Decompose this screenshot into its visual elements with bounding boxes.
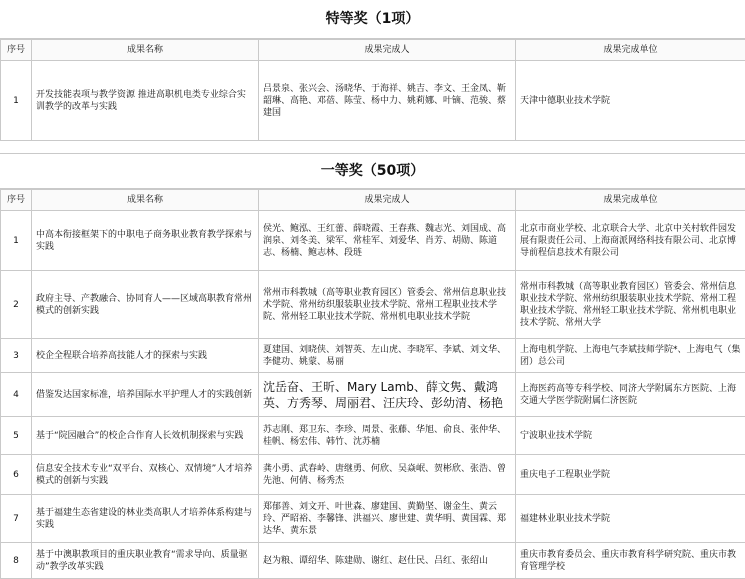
table-header-row: [1, 40, 745, 61]
row-number: 1: [1, 211, 32, 271]
row-number: 6: [1, 455, 32, 495]
table-row: [1, 455, 745, 495]
header-completing-unit: 成果完成单位: [516, 190, 745, 211]
row-number: 4: [1, 373, 32, 417]
first-prize-table: [0, 189, 745, 579]
first-prize-title: 一等奖（50项）: [0, 153, 745, 189]
achievement-name: 基于“院园融合”的校企合作育人长效机制探索与实践: [32, 417, 259, 455]
table-row: [1, 495, 745, 543]
completing-unit: 福建林业职业技术学院: [516, 495, 745, 543]
achievement-name: 基于福建生态省建设的林业类高职人才培养体系构建与实践: [32, 495, 259, 543]
table-row: [1, 373, 745, 417]
completing-unit: 重庆电子工程职业学院: [516, 455, 745, 495]
table-row: [1, 271, 745, 339]
completers: 沈岳奋、王昕、Mary Lamb、薛文隽、戴鸿英、方秀琴、周丽君、汪庆玲、彭幼清、杨艳: [259, 373, 516, 417]
row-number: 5: [1, 417, 32, 455]
header-completers: 成果完成人: [259, 40, 516, 61]
row-number: 3: [1, 339, 32, 373]
completing-unit: 重庆市教育委员会、重庆市教育科学研究院、重庆市教育管理学校: [516, 543, 745, 579]
completers: 吕景泉、张兴会、汤晓华、于海祥、姚吉、李文、王金凤、靳韶琳、高艳、邓蓓、陈莹、杨中力、姚莉娜、叶镝、范骏、蔡建国: [259, 61, 516, 141]
completers: 龚小勇、武春岭、唐继勇、何欣、吴焱岷、贺彬欣、张浩、曾先池、何倩、杨秀杰: [259, 455, 516, 495]
row-number: 7: [1, 495, 32, 543]
achievement-name: 中高本衔接框架下的中职电子商务职业教育教学探索与实践: [32, 211, 259, 271]
completers: 侯光、鲍泓、王红蕾、薛晓霞、王春燕、魏志光、刘国成、高润泉、刘冬美、梁军、常桂军、刘爱华、肖芳、胡勋、陈道志、杨楠、鲍志林、段琏: [259, 211, 516, 271]
table-row: [1, 339, 745, 373]
table-row: [1, 543, 745, 579]
achievement-name: 校企全程联合培养高技能人才的探索与实践: [32, 339, 259, 373]
completing-unit: 天津中德职业技术学院: [516, 61, 745, 141]
special-award-title: 特等奖（1项）: [0, 0, 745, 39]
table-row: [1, 61, 745, 141]
completing-unit: 上海医药高等专科学校、同济大学附属东方医院、上海交通大学医学院附属仁济医院: [516, 373, 745, 417]
section-gap: [0, 141, 745, 153]
header-completers: 成果完成人: [259, 190, 516, 211]
header-completing-unit: 成果完成单位: [516, 40, 745, 61]
completing-unit: 常州市科教城（高等职业教育园区）管委会、常州信息职业技术学院、常州纺织服装职业技术学院、常州工程职业技术学院、常州轻工职业技术学院、常州机电职业技术学院、常州大学: [516, 271, 745, 339]
completing-unit: 宁波职业技术学院: [516, 417, 745, 455]
achievement-name: 信息安全技术专业“双平台、双核心、双情境”人才培养模式的创新与实践: [32, 455, 259, 495]
completing-unit: 北京市商业学校、北京联合大学、北京中关村软件园发展有限责任公司、上海商派网络科技有限公司、北京博导前程信息技术有限公司: [516, 211, 745, 271]
row-number: 1: [1, 61, 32, 141]
row-number: 8: [1, 543, 32, 579]
special-award-table: [0, 39, 745, 141]
achievement-name: 开发技能表项与教学资源 推进高职机电类专业综合实训教学的改革与实践: [32, 61, 259, 141]
header-number: 序号: [1, 190, 32, 211]
completers: 苏志刚、郑卫东、李珍、周景、张藤、华旭、俞良、张仲华、桂帆、杨宏伟、韩竹、沈苏楠: [259, 417, 516, 455]
completing-unit: 上海电机学院、上海电气李斌技师学院*、上海电气（集团）总公司: [516, 339, 745, 373]
table-header-row: [1, 190, 745, 211]
header-achievement-name: 成果名称: [32, 40, 259, 61]
achievement-name: 政府主导、产教融合、协同育人——区域高职教育常州模式的创新实践: [32, 271, 259, 339]
header-number: 序号: [1, 40, 32, 61]
completers: 郑郁善、刘文开、叶世森、廖建国、黄勤坚、谢金生、黄云玲、严昭裕、李馨锋、洪福兴、廖世建、黄华明、黄国霖、郑达华、黄东景: [259, 495, 516, 543]
table-row: [1, 211, 745, 271]
completers: 赵为粮、谭绍华、陈建勋、谢红、赵仕民、吕红、张绍山: [259, 543, 516, 579]
completers: 夏建国、刘晓侠、刘智英、左山虎、李晓军、李斌、刘文华、李健功、姚蒙、易丽: [259, 339, 516, 373]
achievement-name: 借鉴发达国家标准，培养国际水平护理人才的实践创新: [32, 373, 259, 417]
completers: 常州市科教城（高等职业教育园区）管委会、常州信息职业技术学院、常州纺织服装职业技术学院、常州工程职业技术学院、常州轻工职业技术学院、常州机电职业技术学院: [259, 271, 516, 339]
table-row: [1, 417, 745, 455]
achievement-name: 基于中澳职教项目的重庆职业教育“需求导向、质量驱动”教学改革实践: [32, 543, 259, 579]
row-number: 2: [1, 271, 32, 339]
header-achievement-name: 成果名称: [32, 190, 259, 211]
